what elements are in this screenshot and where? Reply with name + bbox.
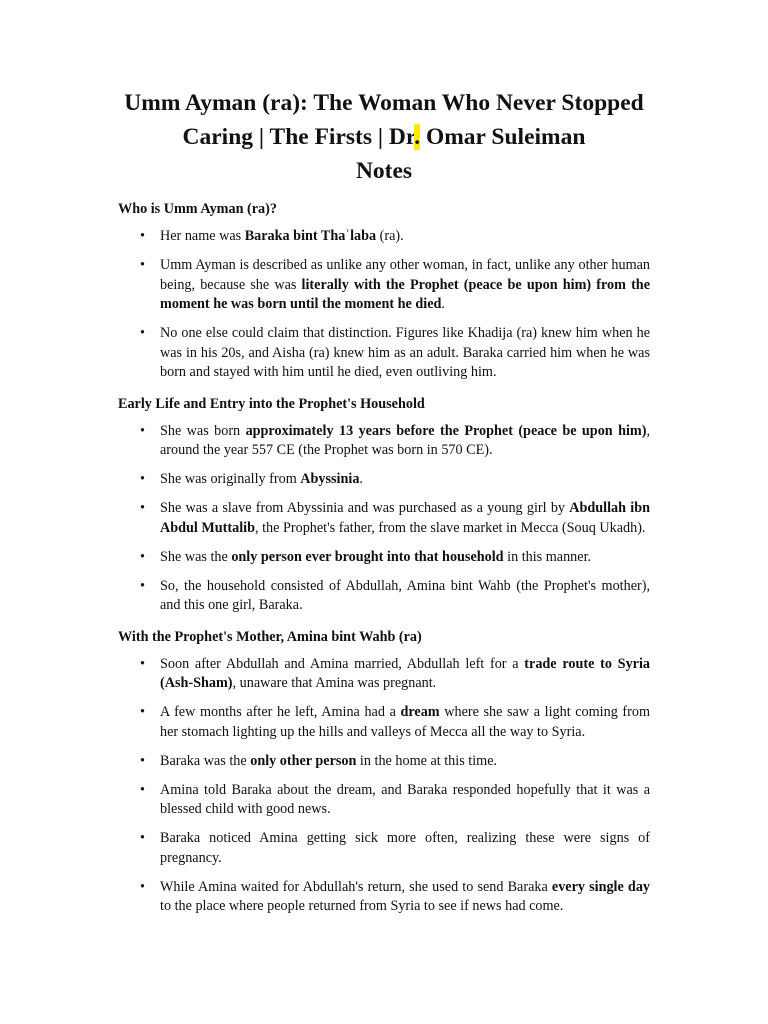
list-item [118, 703, 650, 742]
item-text: , unaware that Amina was pregnant. [232, 675, 437, 691]
bullet-icon: • [140, 704, 145, 720]
bold-text: Abyssinia [300, 471, 360, 487]
item-text: to the place where people returned from Syria to see if news had come. [160, 898, 564, 914]
item-text: Baraka noticed Amina getting sick more often, realizing these were signs of pregnancy. [160, 830, 650, 866]
list-item [118, 470, 650, 490]
bullet-icon: • [140, 228, 145, 244]
item-text: , around the year 557 CE (the Prophet was born in 570 CE). [160, 422, 650, 458]
title-line-2-rest: Omar Suleiman [420, 124, 586, 150]
list-item [118, 655, 650, 694]
bullet-icon: • [140, 752, 145, 769]
notes-body [118, 200, 650, 917]
bullet-icon: • [140, 878, 145, 895]
item-text: in this manner. [503, 548, 592, 565]
item-text: Her name was [160, 228, 245, 244]
item-text: She was a slave from Abyssinia and was purchased as a young girl by [160, 500, 570, 516]
item-text: Soon after Abdullah and Amina married, Abdullah left for a [160, 655, 525, 672]
list-item [118, 324, 650, 383]
list-item [118, 829, 650, 868]
list-item [118, 878, 650, 917]
bold-text: dream [400, 704, 440, 720]
section-heading: Who is Umm Ayman (ra)? [118, 201, 277, 217]
list-item [118, 577, 650, 616]
list-item [118, 752, 650, 772]
item-text: in the home at this time. [356, 752, 498, 769]
list-item [118, 256, 650, 315]
list-item [118, 499, 650, 538]
bold-text: only other person [250, 752, 357, 769]
item-text: So, the household consisted of Abdullah, Amina bint Wahb (the Prophet's mother), and this one girl, Baraka. [160, 577, 650, 613]
section-heading: With the Prophet's Mother, Amina bint Wahb (ra) [118, 628, 422, 645]
item-text: where she saw a light coming from her stomach lighting up the hills and valleys of Mecca all the way to Syria. [160, 704, 651, 740]
item-text: , the Prophet's father, from the slave market in Mecca (Souq Ukadh). [255, 519, 646, 536]
bullet-list [118, 422, 650, 616]
bold-text: only person ever brought into that household [231, 548, 504, 565]
bullet-icon: • [140, 500, 145, 516]
bold-text: literally with the Prophet (peace be upon him) from the moment he was born until the moment he died [160, 276, 650, 312]
list-item [118, 227, 650, 247]
bullet-icon: • [140, 422, 145, 439]
bold-text: trade route to Syria (Ash-Sham) [160, 655, 650, 691]
item-text: (ra). [376, 228, 404, 244]
item-text: No one else could claim that distinction. Figures like Khadija (ra) knew him when he was in his 20s, and Aisha (ra) knew him as an adult. Baraka carried him when he was born and stayed with him until he died, even outliving him. [160, 325, 650, 380]
item-text: She was the [160, 548, 232, 565]
bold-text: every single day [551, 878, 651, 895]
bullet-list [118, 227, 650, 383]
item-text: . [359, 471, 363, 487]
item-text: Amina told Baraka about the dream, and Baraka responded hopefully that it was a blessed child with good news. [160, 781, 650, 817]
bullet-icon: • [140, 325, 145, 341]
bullet-icon: • [140, 781, 145, 798]
item-text: She was born [160, 422, 246, 439]
bullet-list [118, 655, 650, 917]
highlighted-period: . [414, 124, 421, 150]
section-heading: Early Life and Entry into the Prophet's Household [118, 395, 425, 412]
title-line-2 [108, 120, 660, 154]
item-text: Baraka was the [160, 752, 251, 769]
bullet-icon: • [140, 655, 145, 672]
list-item [118, 422, 650, 461]
title-line-3: Notes [355, 158, 413, 184]
item-text: Umm Ayman is described as unlike any other woman, in fact, unlike any other human being, because she was [160, 257, 650, 293]
list-item [118, 781, 650, 820]
document-title [108, 86, 660, 188]
bullet-icon: • [140, 830, 145, 846]
bold-text: approximately 13 years before the Prophet (peace be upon him) [245, 422, 647, 439]
bullet-icon: • [140, 548, 145, 565]
list-item [118, 548, 650, 568]
bullet-icon: • [140, 471, 145, 487]
item-text: A few months after he left, Amina had a [160, 704, 401, 720]
item-text: She was originally from [160, 471, 301, 487]
item-text: . [441, 296, 445, 312]
bold-text: Abdullah ibn Abdul Muttalib [160, 500, 650, 536]
title-line-1: Umm Ayman (ra): The Woman Who Never Stopped [124, 90, 644, 116]
bullet-icon: • [140, 577, 145, 594]
bold-text: Baraka bint Thaʿlaba [244, 228, 377, 244]
bullet-icon: • [140, 257, 145, 273]
item-text: While Amina waited for Abdullah's return, she used to send Baraka [160, 878, 552, 895]
title-line-2-text: Caring | The Firsts | Dr [182, 124, 415, 150]
